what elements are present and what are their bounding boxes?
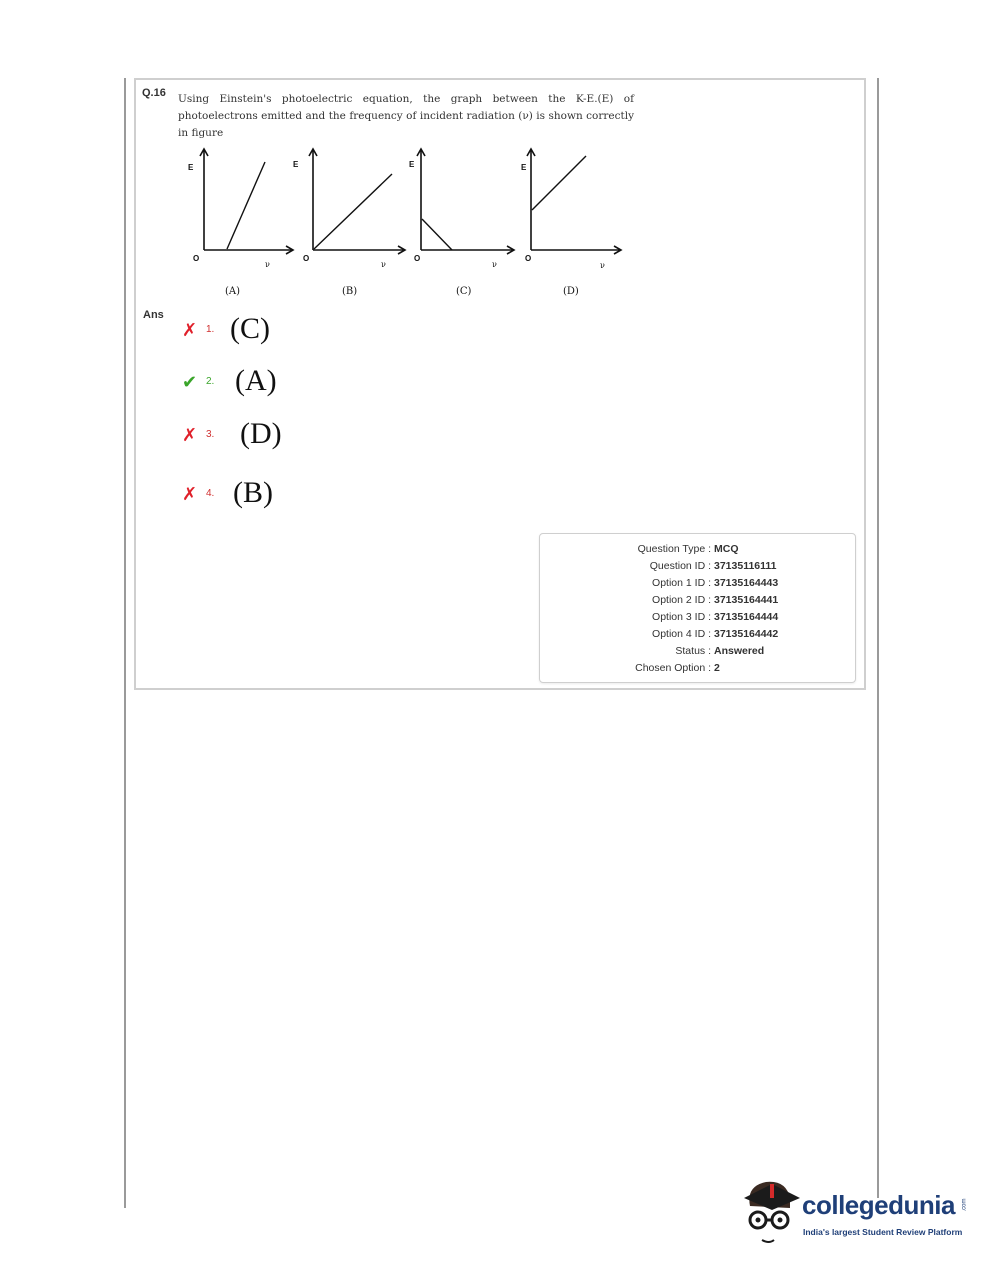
info-value: 37135164441 [714,594,779,606]
graph-c-caption: (C) [456,286,472,297]
graph-b [293,149,405,297]
info-key: Option 3 ID : [652,611,711,623]
graph-c-line [422,219,452,250]
graph-c-y-label: E [409,160,415,169]
cross-icon: ✗ [182,425,198,445]
graph-d-line [532,156,586,210]
graph-a-caption: (A) [225,286,241,297]
graph-c-origin: O [414,254,421,263]
info-key: Status : [675,645,711,657]
right-page-border [877,78,879,1198]
option-number: 3. [206,429,215,440]
option-text: (A) [235,364,277,397]
info-value: 37135116111 [714,560,777,572]
option-text: (D) [240,417,282,450]
option-text: (C) [230,312,270,345]
info-key: Chosen Option : [635,662,711,674]
checkmark-icon: ✔ [182,372,198,392]
option-number: 2. [206,376,215,387]
graph-a-line [227,162,265,249]
graph-d-origin: O [525,254,532,263]
info-key: Question Type : [637,543,711,555]
graph-c-x-label: ν [492,260,497,269]
graph-a [188,149,293,297]
brand-name: collegedunia [802,1190,955,1220]
info-value: 2 [714,662,720,674]
question-number: Q.16 [142,87,166,99]
question-text: Using Einstein's photoelectric equation, the graph between the K-E.(E) of photoelectrons emitted and the frequency of incident radiation (ν) is shown correctly in figure [178,93,634,139]
graph-b-x-label: ν [381,260,386,269]
cross-icon: ✗ [182,484,198,504]
graph-d-caption: (D) [563,286,579,297]
graph-b-y-label: E [293,160,299,169]
info-value: MCQ [714,543,739,555]
info-value: 37135164443 [714,577,779,589]
graph-b-caption: (B) [342,286,358,297]
graph-b-origin: O [303,254,310,263]
info-key: Option 2 ID : [652,594,711,606]
graph-b-line [314,174,392,249]
option-number: 1. [206,324,215,335]
left-page-border [124,78,126,1208]
graph-a-x-label: ν [265,260,270,269]
graphs-figure [170,140,640,305]
info-key: Question ID : [649,560,711,572]
graph-a-origin: O [193,254,200,263]
graph-a-y-label: E [188,163,194,172]
collegedunia-logo [742,1176,982,1246]
graph-d-y-label: E [521,163,527,172]
mascot-icon [742,1176,802,1246]
info-value: 37135164444 [714,611,779,623]
cross-icon: ✗ [182,320,198,340]
info-value: 37135164442 [714,628,779,640]
brand-tagline: India's largest Student Review Platform [803,1227,963,1237]
info-value: Answered [714,645,765,657]
option-number: 4. [206,488,215,499]
info-key: Option 4 ID : [652,628,711,640]
answer-label: Ans [143,309,164,321]
info-key: Option 1 ID : [652,577,711,589]
graph-d-x-label: ν [600,261,605,270]
brand-domain: .com [961,1198,968,1212]
graph-d [521,149,621,297]
option-text: (B) [233,476,273,509]
graph-c [409,149,514,297]
question-info-panel [539,533,856,683]
